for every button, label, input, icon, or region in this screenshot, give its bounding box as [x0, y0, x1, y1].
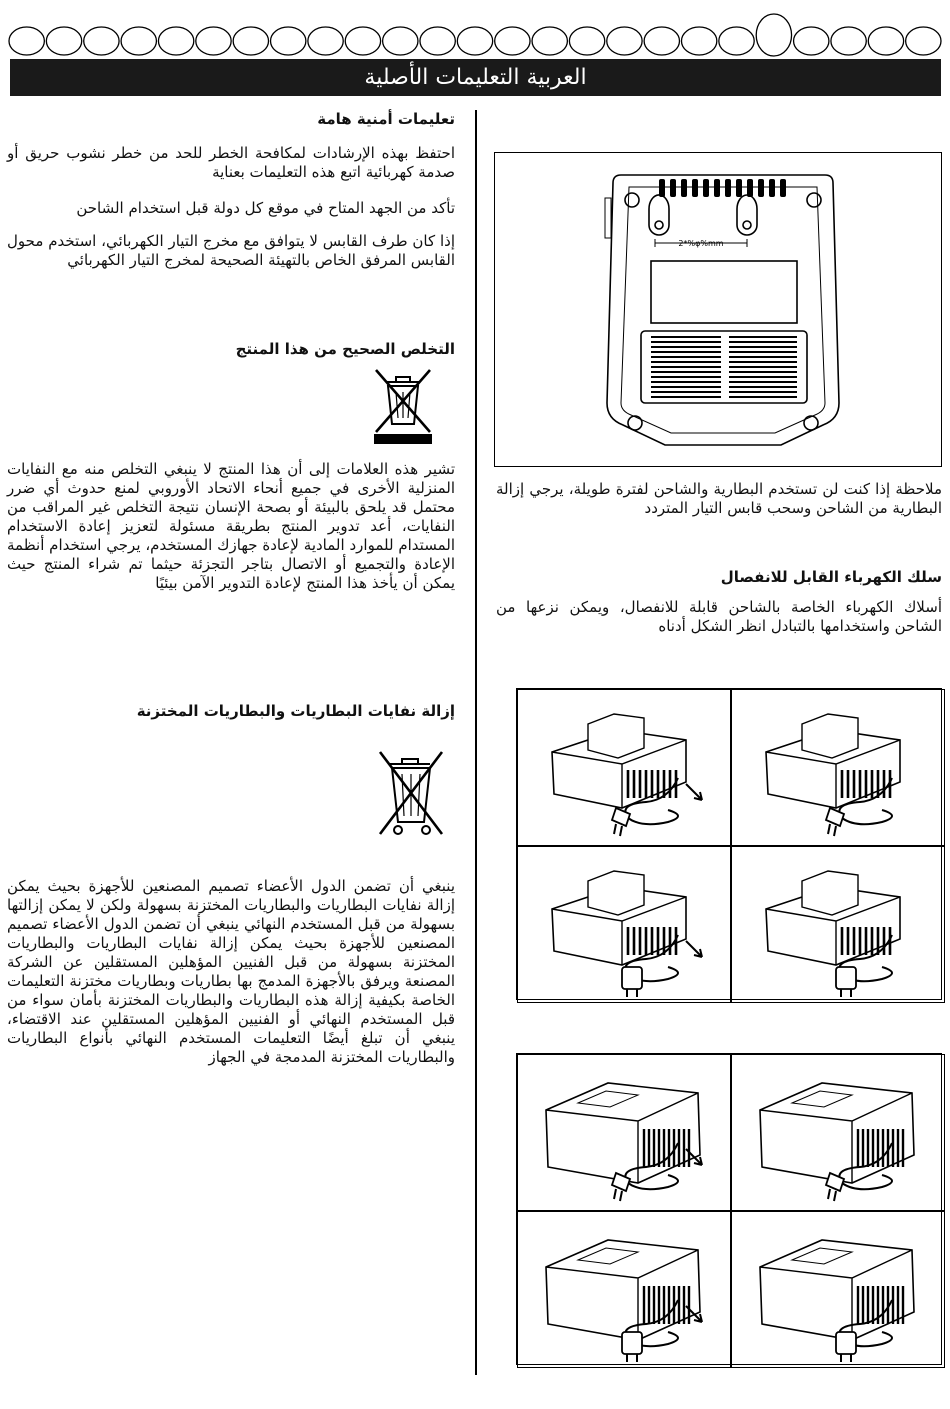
tab-oval-active — [756, 14, 791, 56]
charger-cord-drawing — [518, 847, 730, 1002]
tab-oval — [158, 27, 193, 55]
tab-oval — [681, 27, 716, 55]
cord-figure-2a — [517, 1054, 731, 1211]
tab-oval — [84, 27, 119, 55]
charger-cord-drawing — [732, 690, 944, 845]
vent-slot — [725, 179, 731, 197]
cord-figure-1c — [517, 846, 731, 1003]
vent-slot — [659, 179, 665, 197]
batteries-heading: إزالة نفايات البطاريات والبطاريات المختزنة — [136, 702, 455, 720]
batteries-body: ينبغي أن تضمن الدول الأعضاء تصميم المصنعين للأجهزة بحيث يمكن إزالة نفايات البطاريات والبطاريات المختزنة بسهولة ولكن لا يمكن إزالتها بسهولة من قبل المستخدم النهائي ينبغي أن تضمن الدول الأعضاء تصميم المصنعين للأجهزة بحيث يمكن إزالة نفايات البطاريات والبطاريات المختزنة بسهولة من قبل الفنيين المؤهلين المستقلين عن الشركة المصنعة ويرفق بالأجهزة المدمج بها بطاريات وبطاريات مختزنة التعليمات الخاصة بكيفية إزالة هذه البطاريات والبطاريات المختزنة بأمان سواء من قبل المستخدم النهائي أو الفنيين المؤهلين المستقلين عند الاقتضاء، ينبغي أن تبلغ أيضًا التعليمات المستخدم النهائي بأنواع البطاريات والبطاريات المختزنة المدمجة في الجهاز — [7, 877, 455, 1066]
charger-bottom-drawing — [495, 153, 941, 466]
vent-slot — [670, 179, 676, 197]
charger-cord-drawing — [732, 1055, 944, 1210]
tab-oval — [457, 27, 492, 55]
column-divider — [475, 110, 477, 1375]
tab-oval — [420, 27, 455, 55]
tab-oval — [345, 27, 380, 55]
safety-paragraph-1: احتفظ بهذه الإرشادات لمكافحة الخطر للحد من خطر نشوب حريق أو صدمة كهربائية اتبع هذه التعليمات بعناية — [7, 144, 455, 181]
vent-slot — [758, 179, 764, 197]
cord-body: أسلاك الكهرباء الخاصة بالشاحن قابلة للانفصال، ويمكن نزعها من الشاحن واستخدامها بالتبادل انظر الشكل أدناه — [496, 598, 942, 635]
vent-slot — [747, 179, 753, 197]
charger-cord-drawing — [732, 1212, 944, 1367]
vent-slot — [736, 179, 742, 197]
tab-oval — [831, 27, 866, 55]
tab-oval — [383, 27, 418, 55]
tab-oval — [569, 27, 604, 55]
cord-figure-1d — [731, 846, 945, 1003]
safety-heading: تعليمات أمنية هامة — [317, 110, 455, 128]
charger-cord-drawing — [518, 690, 730, 845]
battery-bin-icon — [376, 750, 446, 840]
tab-oval — [271, 27, 306, 55]
disposal-heading: التخلص الصحيح من هذا المنتج — [235, 340, 455, 358]
cord-figure-grid-1 — [516, 688, 942, 1000]
vent-slot — [703, 179, 709, 197]
safety-paragraph-2: تأكد من الجهد المتاح في موقع كل دولة قبل استخدام الشاحن — [76, 199, 455, 217]
tab-ovals-strip — [8, 12, 942, 58]
tab-oval — [9, 27, 44, 55]
dimension-label: 2*%φ%mm — [678, 239, 724, 248]
cord-figure-1a — [517, 689, 731, 846]
tab-oval — [495, 27, 530, 55]
charger-cord-drawing — [518, 1212, 730, 1367]
cord-figure-2c — [517, 1211, 731, 1368]
cord-figure-1b — [731, 689, 945, 846]
tab-oval — [532, 27, 567, 55]
disposal-body: تشير هذه العلامات إلى أن هذا المنتج لا ينبغي التخلص منه مع النفايات المنزلية الأخرى في جميع أنحاء الاتحاد الأوروبي لمنع حدوث أي ضرر محتمل قد يلحق بالبيئة أو بصحة الإنسان نتيجة التخلص غير المراقب من النفايات، أعد تدوير المنتج بطريقة مسئولة لتعزيز إعادة الاستخدام المستدام للموارد المادية لإعادة جهازك المستخدم، يرجي استخدام أنظمة الإعادة والتجميع أو الاتصال بتاجر التجزئة حيثما تم شراء المنتج حيث يمكن أن يأخذ هذا المنتج لإعادة التدوير الآمن بيئيًا — [7, 460, 455, 592]
tab-oval — [644, 27, 679, 55]
cord-figure-grid-2 — [516, 1053, 942, 1365]
safety-paragraph-3: إذا كان طرف القابس لا يتوافق مع مخرج التيار الكهربائي، استخدم محول القابس المرفق الخاص بالتهيئة الصحيحة لمخرج التيار الكهربائي — [7, 232, 455, 269]
charger-note: ملاحظة إذا كنت لن تستخدم البطارية والشاحن لفترة طويلة، يرجي إزالة البطارية من الشاحن وسحب قابس التيار المتردد — [496, 480, 942, 517]
tab-oval — [794, 27, 829, 55]
cord-heading: سلك الكهرباء القابل للانفصال — [720, 568, 942, 586]
tab-oval — [233, 27, 268, 55]
vent-slot — [780, 179, 786, 197]
safety-section — [7, 110, 455, 128]
weee-crossed-bin-icon — [372, 366, 434, 446]
cord-figure-2d — [731, 1211, 945, 1368]
tab-oval — [46, 27, 81, 55]
tab-oval — [196, 27, 231, 55]
charger-bottom-figure — [494, 152, 942, 467]
cord-figure-2b — [731, 1054, 945, 1211]
tab-oval — [719, 27, 754, 55]
tab-oval — [868, 27, 903, 55]
tab-oval — [906, 27, 941, 55]
page-title-banner — [10, 59, 941, 96]
vent-slot — [692, 179, 698, 197]
tab-oval — [308, 27, 343, 55]
vent-slot — [714, 179, 720, 197]
vent-slot — [769, 179, 775, 197]
charger-cord-drawing — [518, 1055, 730, 1210]
vent-slot — [681, 179, 687, 197]
page-title: العربية التعليمات الأصلية — [364, 65, 587, 90]
charger-cord-drawing — [732, 847, 944, 1002]
tab-oval — [607, 27, 642, 55]
tab-oval — [121, 27, 156, 55]
